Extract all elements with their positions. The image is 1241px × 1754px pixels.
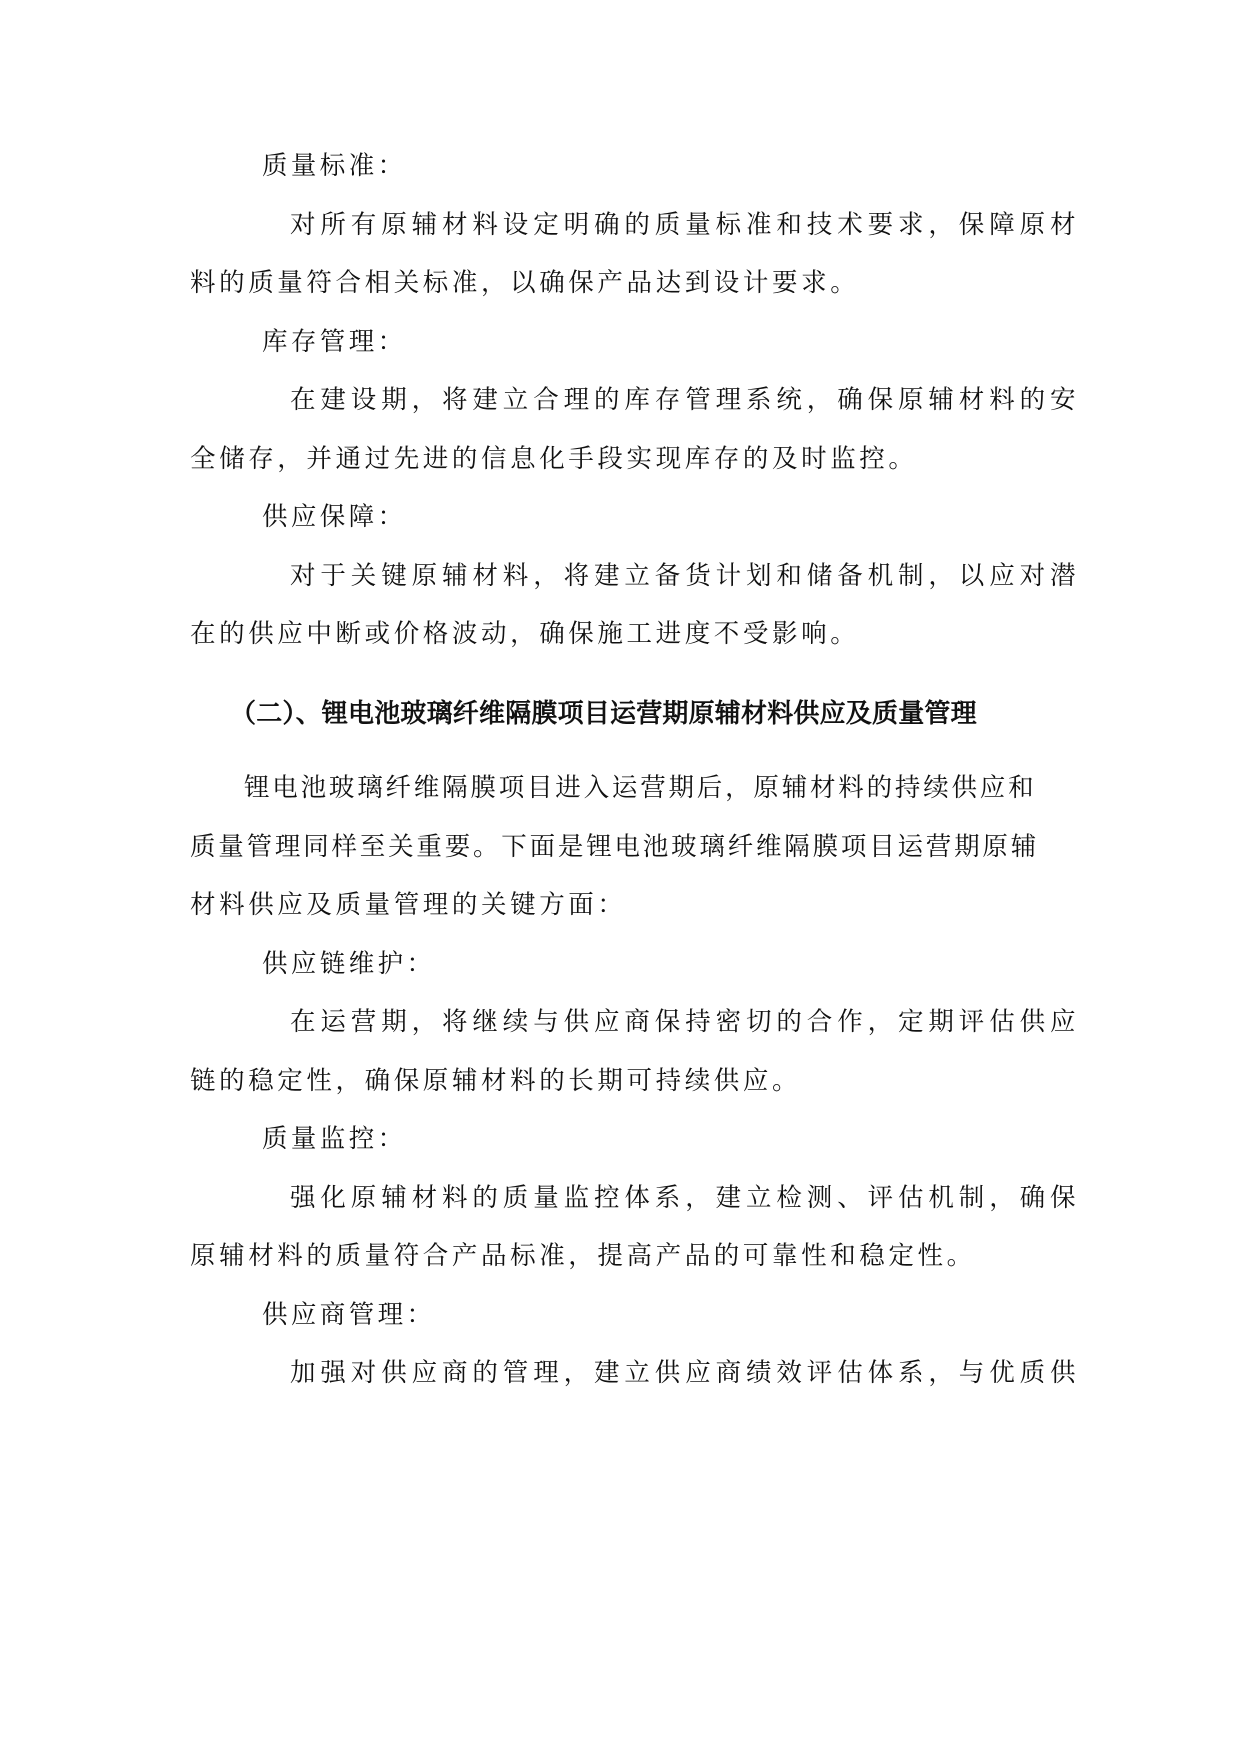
subheading-quality-monitoring: 质量监控：: [262, 1124, 407, 1154]
paragraph-line: 锂电池玻璃纤维隔膜项目进入运营期后，原辅材料的持续供应和: [244, 773, 1037, 803]
paragraph-line: 对于关键原辅材料，将建立备货计划和储备机制，以应对潜: [290, 561, 1081, 591]
paragraph-line: 材料供应及质量管理的关键方面：: [190, 890, 627, 920]
paragraph-line: 原辅材料的质量符合产品标准，提高产品的可靠性和稳定性。: [190, 1241, 976, 1271]
paragraph-line: 在的供应中断或价格波动，确保施工进度不受影响。: [190, 619, 860, 649]
paragraph-line: 对所有原辅材料设定明确的质量标准和技术要求，保障原材: [290, 210, 1081, 240]
subheading-quality-standard: 质量标准：: [262, 151, 407, 181]
paragraph-line: 链的稳定性，确保原辅材料的长期可持续供应。: [190, 1066, 802, 1096]
subheading-supply-chain-maintenance: 供应链维护：: [262, 949, 436, 979]
paragraph-line: 在建设期，将建立合理的库存管理系统，确保原辅材料的安: [290, 385, 1081, 415]
section-heading: （二）、锂电池玻璃纤维隔膜项目运营期原辅材料供应及质量管理: [230, 699, 977, 729]
paragraph-line: 加强对供应商的管理，建立供应商绩效评估体系，与优质供: [290, 1358, 1081, 1388]
subheading-supply-guarantee: 供应保障：: [262, 502, 407, 532]
paragraph-line: 质量管理同样至关重要。下面是锂电池玻璃纤维隔膜项目运营期原辅: [190, 832, 1040, 862]
subheading-inventory-management: 库存管理：: [262, 327, 407, 357]
paragraph-line: 在运营期，将继续与供应商保持密切的合作，定期评估供应: [290, 1007, 1081, 1037]
subheading-supplier-management: 供应商管理：: [262, 1300, 436, 1330]
paragraph-line: 全储存，并通过先进的信息化手段实现库存的及时监控。: [190, 444, 918, 474]
paragraph-line: 料的质量符合相关标准，以确保产品达到设计要求。: [190, 268, 860, 298]
paragraph-line: 强化原辅材料的质量监控体系，建立检测、评估机制，确保: [290, 1183, 1081, 1213]
